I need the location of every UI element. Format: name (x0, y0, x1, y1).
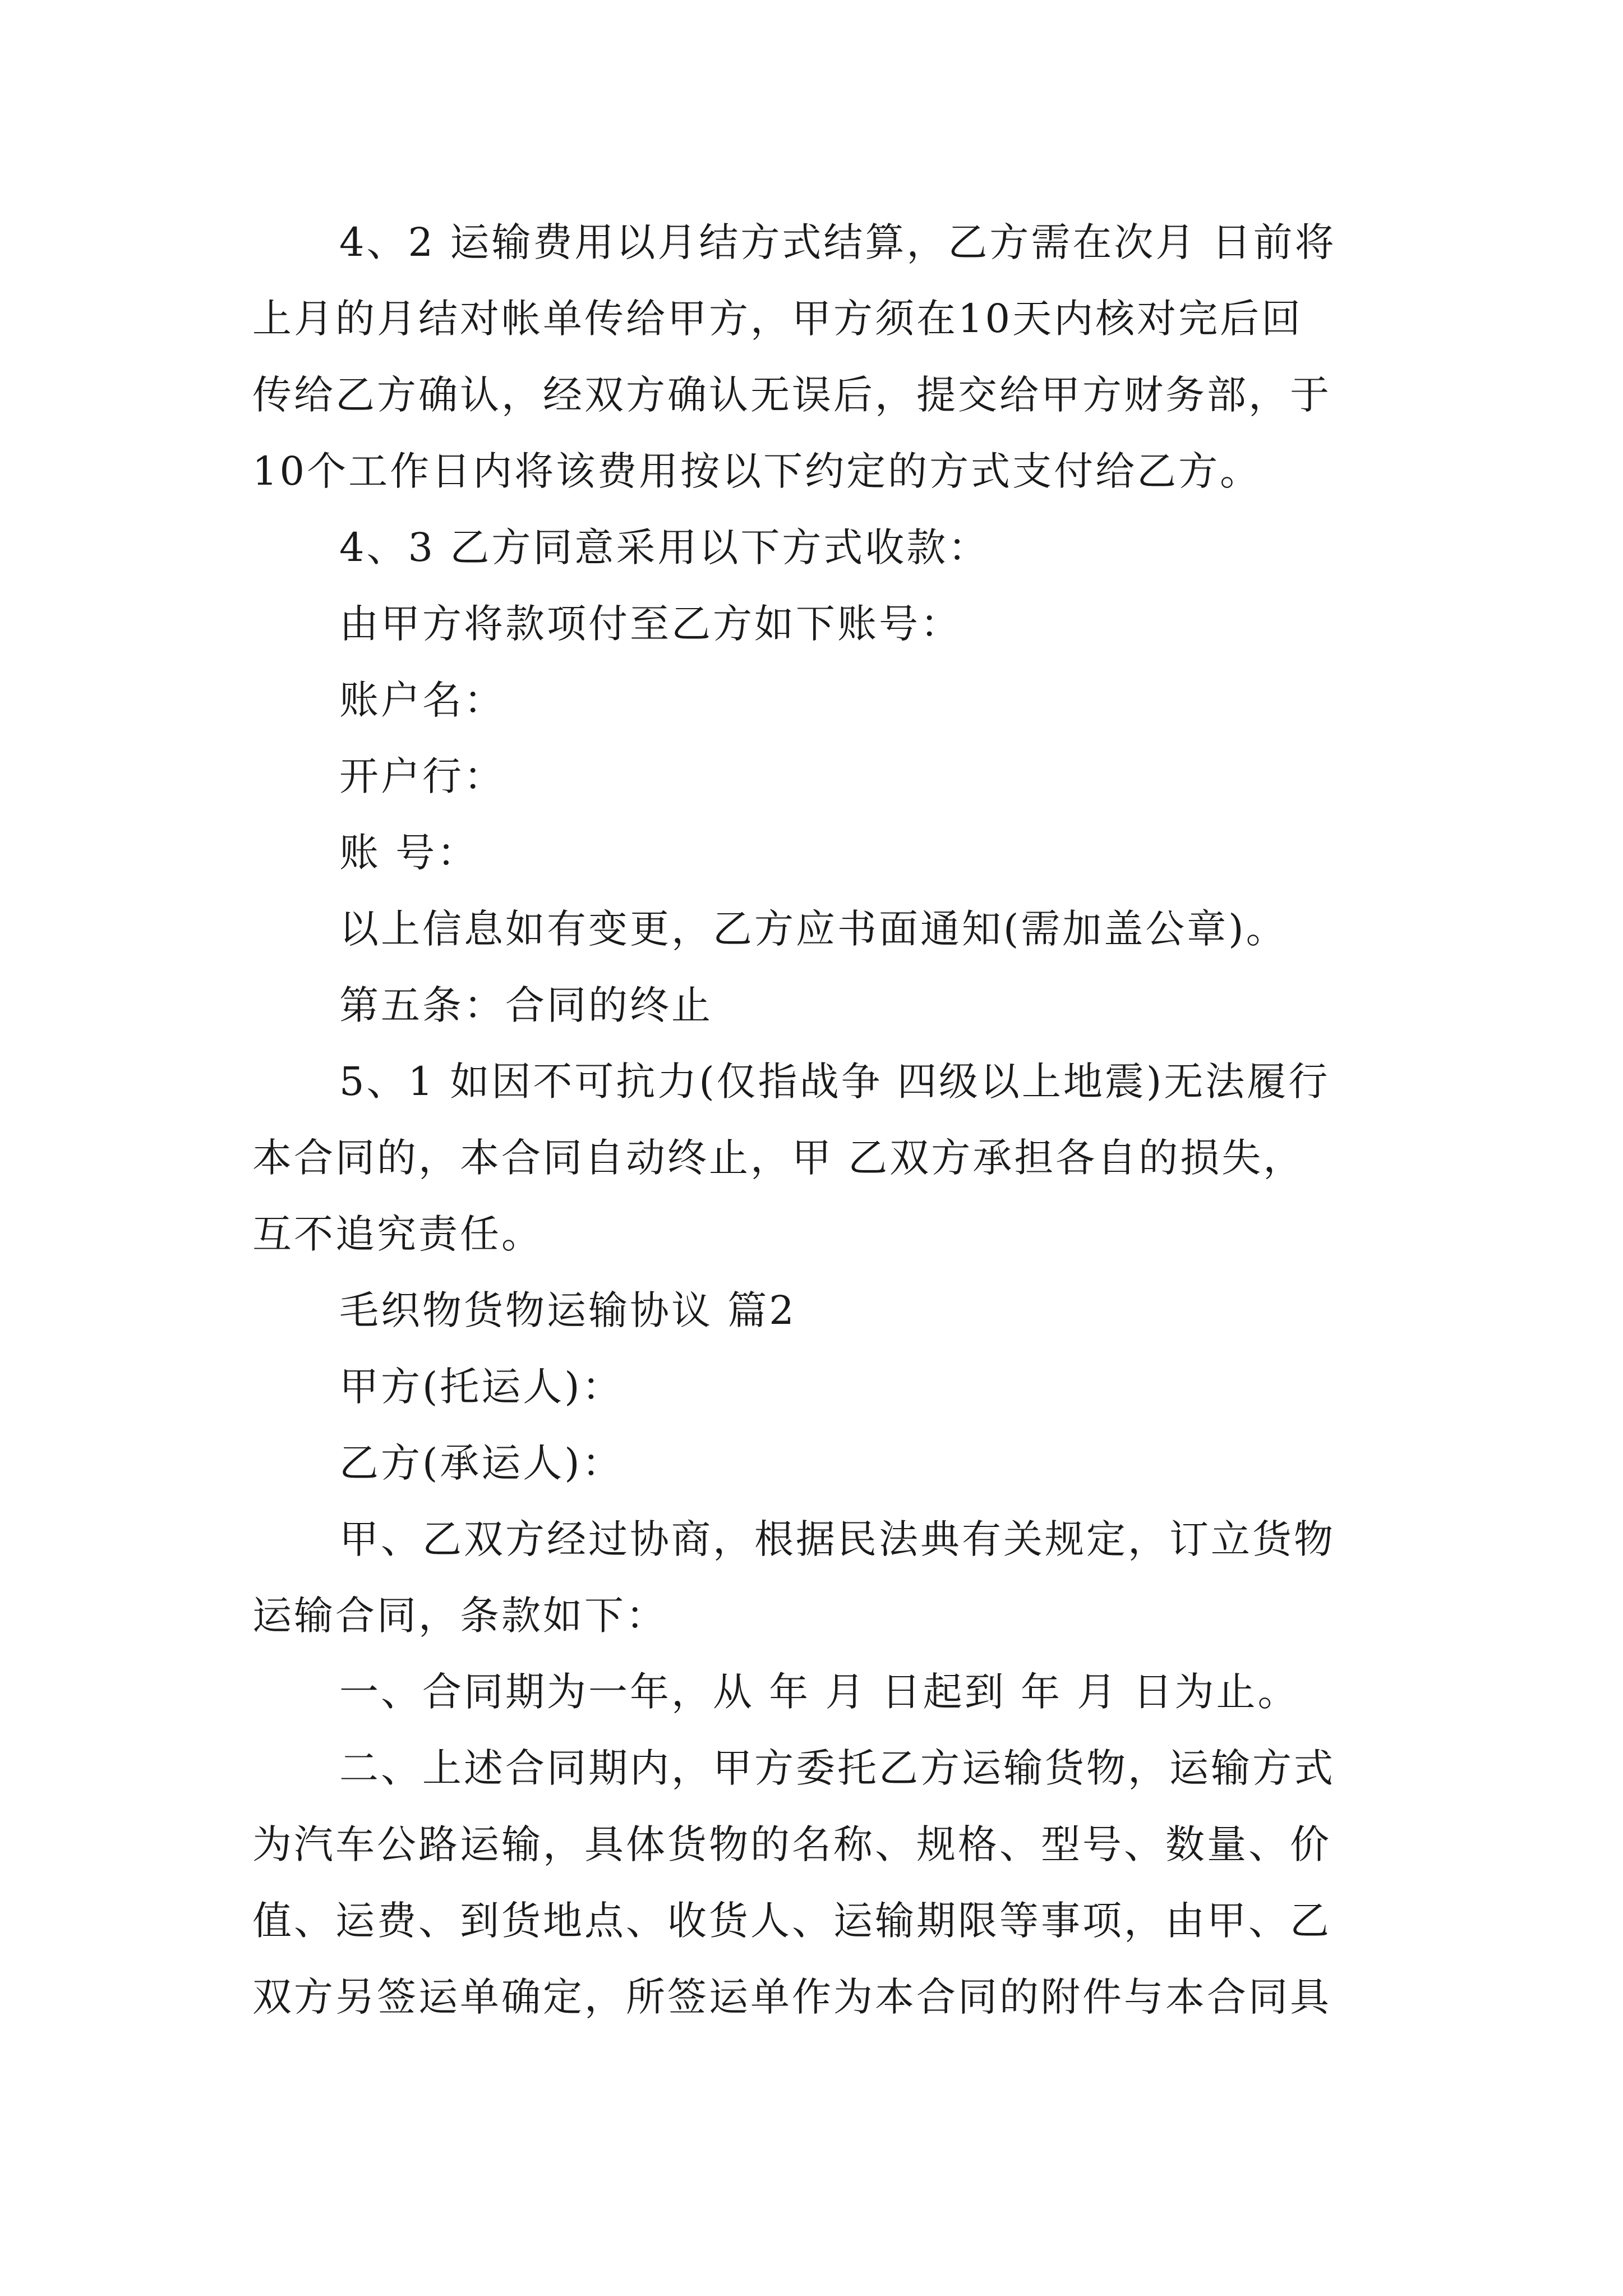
text-line: 甲方(托运人)： (339, 1364, 624, 1409)
text-line: 上月的月结对帐单传给甲方，甲方须在10天内核对完后回 (252, 296, 1303, 341)
text-line: 5、1 如因不可抗力(仅指战争 四级以上地震)无法履行 (339, 1059, 1330, 1104)
text-line: 双方另签运单确定，所签运单作为本合同的附件与本合同具 (252, 1975, 1331, 2019)
text-line: 运输合同，条款如下： (252, 1593, 667, 1638)
text-line: 甲、乙双方经过协商，根据民法典有关规定，订立货物 (339, 1517, 1335, 1562)
text-line: 乙方(承运人)： (339, 1441, 624, 1485)
text-line: 一、合同期为一年，从 年 月 日起到 年 月 日为止。 (339, 1669, 1299, 1714)
text-line: 账 号： (339, 830, 479, 875)
text-line: 二、上述合同期内，甲方委托乙方运输货物，运输方式 (339, 1746, 1335, 1791)
text-line: 传给乙方确认，经双方确认无误后，提交给甲方财务部，于 (252, 372, 1331, 417)
text-line: 10个工作日内将该费用按以下约定的方式支付给乙方。 (252, 449, 1262, 494)
text-line: 毛织物货物运输协议 篇2 (339, 1288, 796, 1333)
text-line: 由甲方将款项付至乙方如下账号： (339, 601, 962, 646)
text-line: 值、运费、到货地点、收货人、运输期限等事项，由甲、乙 (252, 1898, 1331, 1943)
text-line: 本合同的，本合同自动终止，甲 乙双方承担各自的损失， (252, 1135, 1305, 1180)
text-line: 第五条：合同的终止 (339, 983, 713, 1028)
text-line: 4、2 运输费用以月结方式结算，乙方需在次月 日前将 (339, 220, 1336, 265)
text-line: 以上信息如有变更，乙方应书面通知(需加盖公章)。 (339, 907, 1288, 951)
text-line: 为汽车公路运输，具体货物的名称、规格、型号、数量、价 (252, 1822, 1331, 1867)
text-line: 账户名： (339, 678, 505, 723)
text-line: 互不追究责任。 (252, 1212, 543, 1257)
text-line: 4、3 乙方同意采用以下方式收款： (339, 525, 990, 570)
text-line: 开户行： (339, 754, 505, 799)
